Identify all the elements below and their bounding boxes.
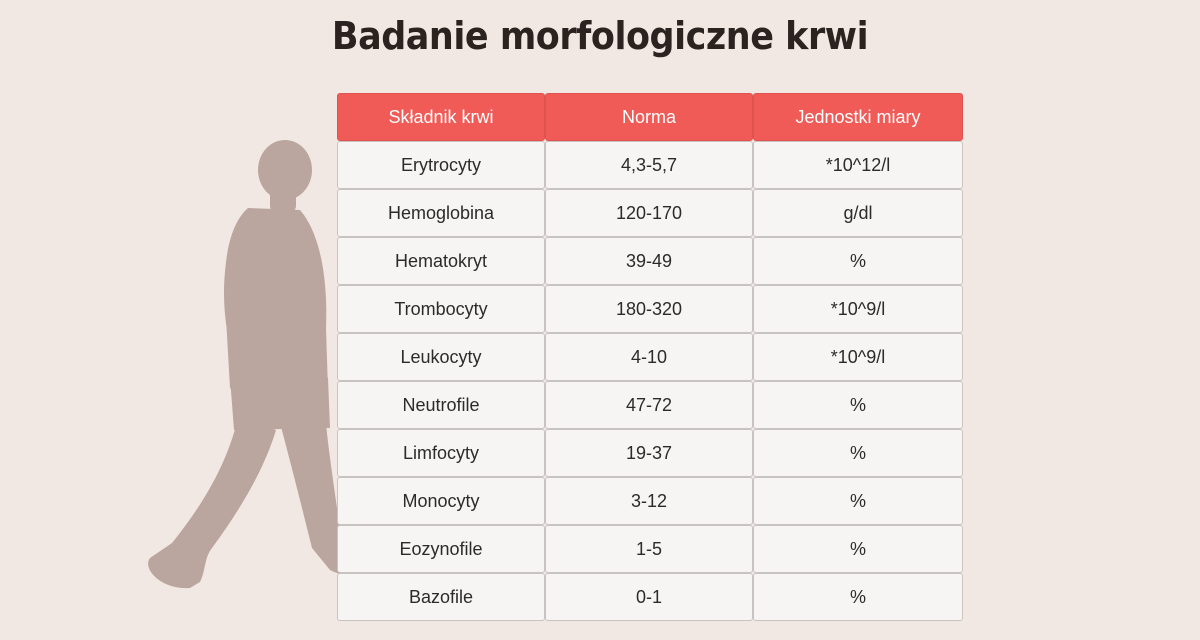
table-cell: g/dl bbox=[753, 189, 963, 237]
table-cell: 1-5 bbox=[545, 525, 753, 573]
table-cell: % bbox=[753, 237, 963, 285]
table-cell: 39-49 bbox=[545, 237, 753, 285]
table-cell: Leukocyty bbox=[337, 333, 545, 381]
table-cell: 120-170 bbox=[545, 189, 753, 237]
table-cell: 19-37 bbox=[545, 429, 753, 477]
table-cell: Erytrocyty bbox=[337, 141, 545, 189]
table-cell: 0-1 bbox=[545, 573, 753, 621]
table-cell: 4-10 bbox=[545, 333, 753, 381]
table-header-cell: Składnik krwi bbox=[337, 93, 545, 141]
table-cell: 47-72 bbox=[545, 381, 753, 429]
table-cell: 180-320 bbox=[545, 285, 753, 333]
page-title: Badanie morfologiczne krwi bbox=[331, 14, 869, 58]
table-cell: Hematokryt bbox=[337, 237, 545, 285]
table-cell: *10^12/l bbox=[753, 141, 963, 189]
table-cell: Eozynofile bbox=[337, 525, 545, 573]
table-cell: % bbox=[753, 477, 963, 525]
table-cell: % bbox=[753, 381, 963, 429]
table-cell: % bbox=[753, 429, 963, 477]
table-cell: 4,3-5,7 bbox=[545, 141, 753, 189]
table-cell: Hemoglobina bbox=[337, 189, 545, 237]
table-cell: Monocyty bbox=[337, 477, 545, 525]
table-cell: Bazofile bbox=[337, 573, 545, 621]
table-cell: *10^9/l bbox=[753, 285, 963, 333]
table-header-cell: Norma bbox=[545, 93, 753, 141]
table-header-cell: Jednostki miary bbox=[753, 93, 963, 141]
blood-test-table bbox=[337, 93, 963, 621]
table-cell: Limfocyty bbox=[337, 429, 545, 477]
table-cell: *10^9/l bbox=[753, 333, 963, 381]
table-cell: Trombocyty bbox=[337, 285, 545, 333]
table-cell: % bbox=[753, 525, 963, 573]
table-cell: % bbox=[753, 573, 963, 621]
table-cell: 3-12 bbox=[545, 477, 753, 525]
table-cell: Neutrofile bbox=[337, 381, 545, 429]
